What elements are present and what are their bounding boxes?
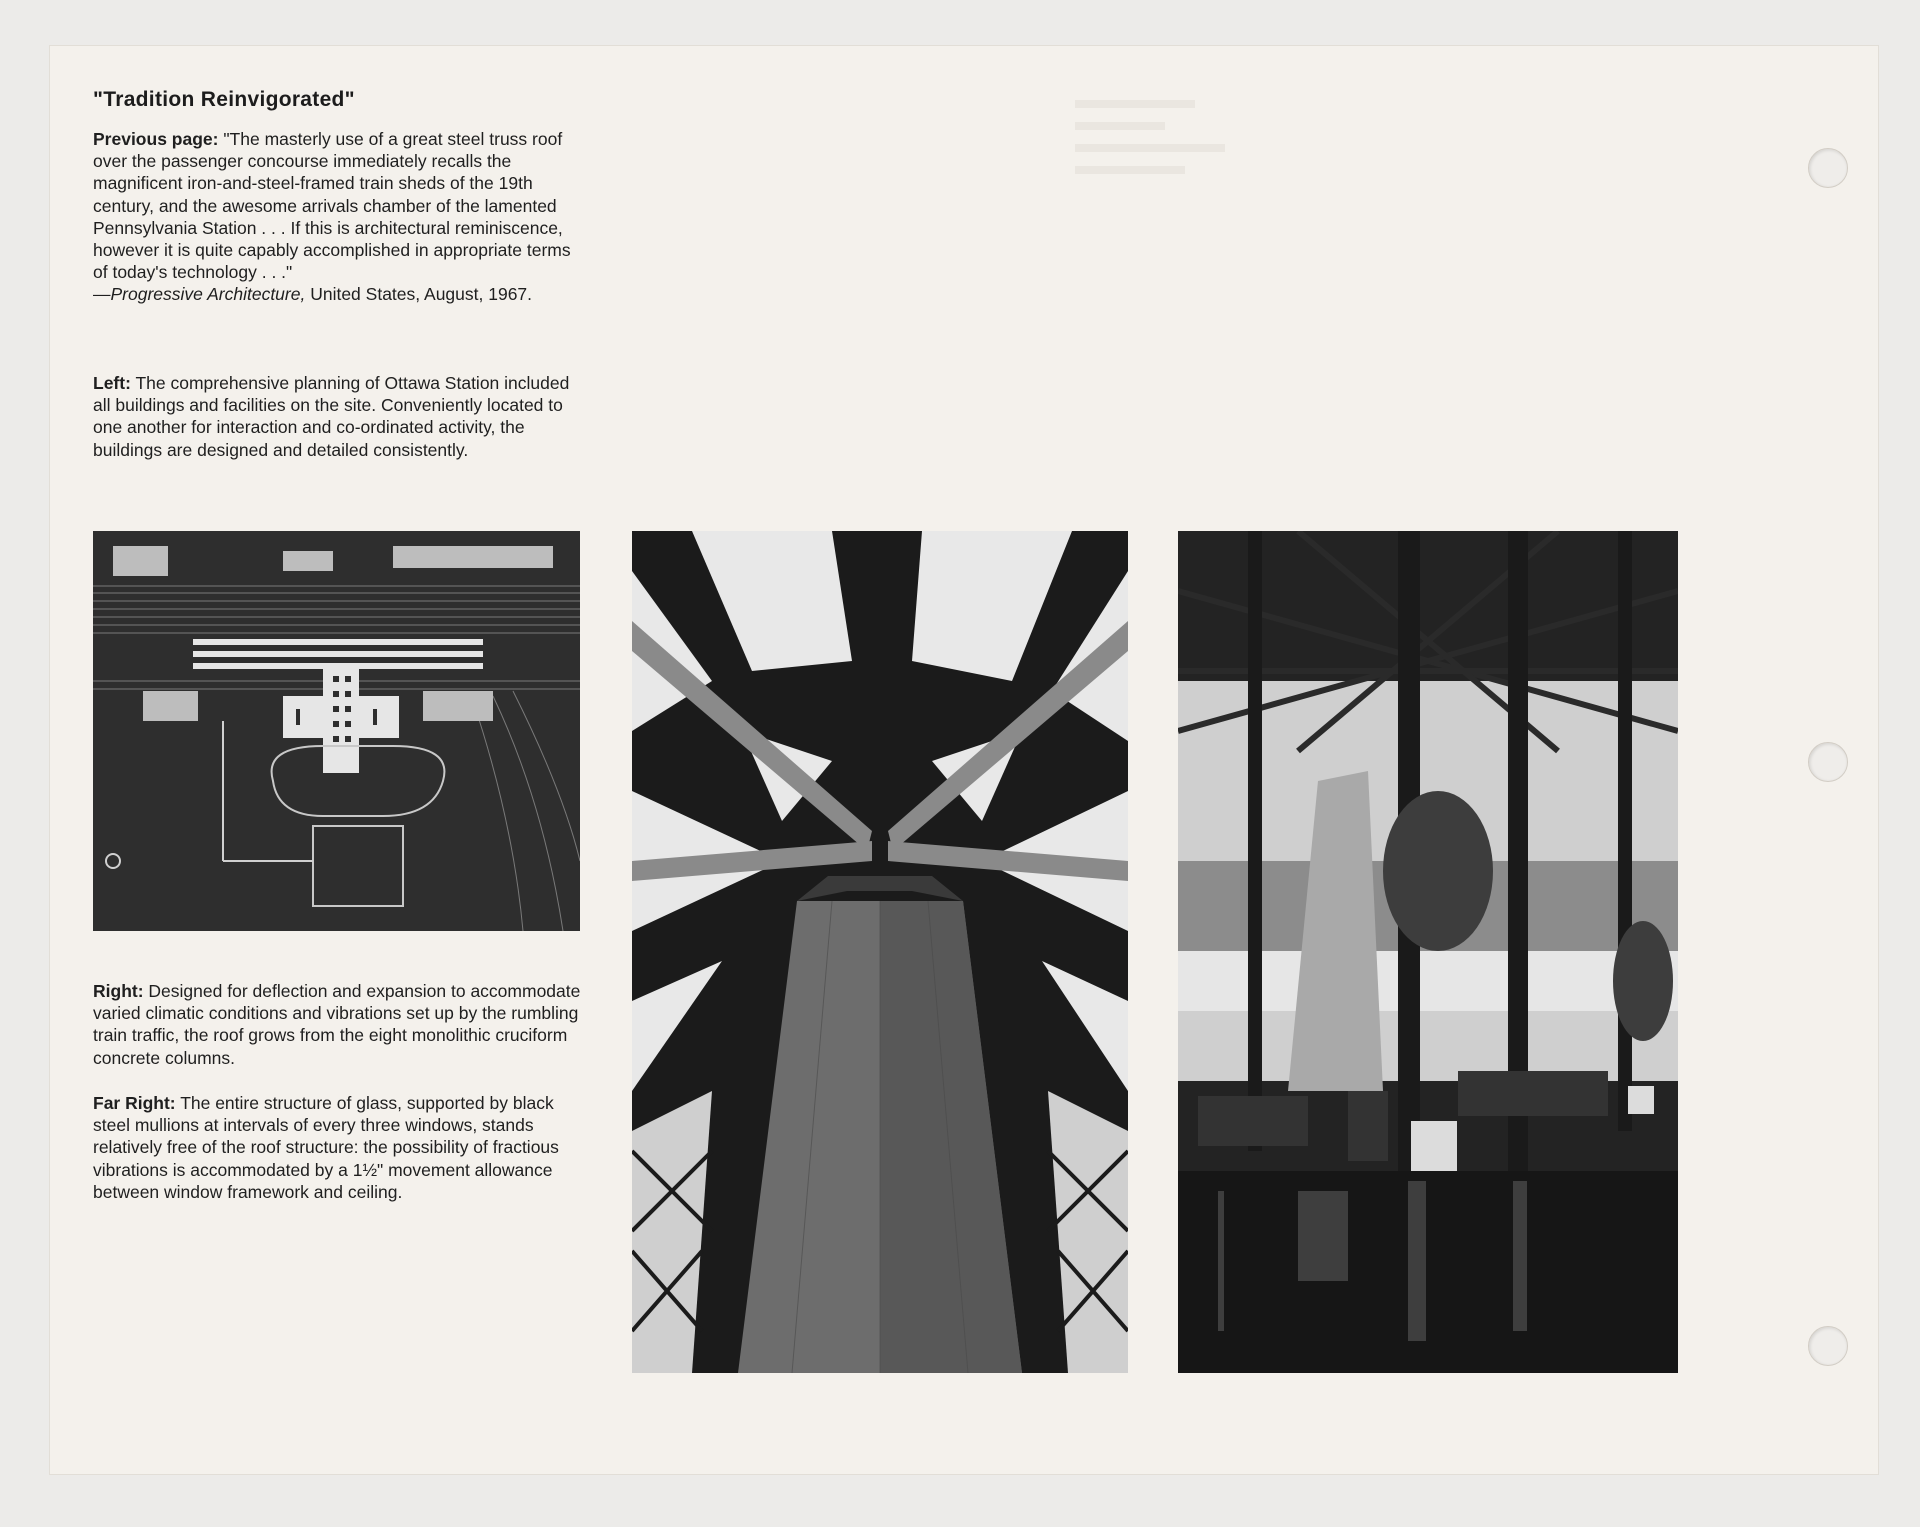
left-label: Left:	[93, 373, 131, 393]
site-plan-image	[93, 531, 580, 931]
previous-page-caption	[93, 128, 588, 306]
concourse-interior-image	[1178, 531, 1678, 1373]
right-text: Designed for deflection and expansion to accommodate varied climatic conditions and vibrations set up by the rumbling train traffic, the roof grows from the eight monolithic cruciform concrete columns.	[93, 981, 581, 1068]
binder-hole-bottom	[1808, 1326, 1848, 1366]
right-caption	[93, 980, 583, 1069]
far-right-text: The entire structure of glass, supported by black steel mullions at intervals of every three windows, stands relatively free of the roof structure: the possibility of fractious vibrations is accommodated by a 1½" movement allowance between window framework and ceiling.	[93, 1093, 559, 1202]
concourse-interior-photo	[1178, 531, 1678, 1373]
page-title: "Tradition Reinvigorated"	[93, 88, 355, 111]
binder-hole-top	[1808, 148, 1848, 188]
roof-column-photo	[632, 531, 1128, 1373]
left-text: The comprehensive planning of Ottawa Station included all buildings and facilities on the site. Conveniently located to one another for interaction and co-ordinated activity, the buildings are designed and detailed consistently.	[93, 373, 570, 460]
binder-hole-middle	[1808, 742, 1848, 782]
previous-page-label: Previous page:	[93, 129, 219, 149]
site-plan-photo	[93, 531, 580, 931]
far-right-label: Far Right:	[93, 1093, 176, 1113]
roof-column-image	[632, 531, 1128, 1373]
right-label: Right:	[93, 981, 144, 1001]
source-prefix: —	[93, 284, 111, 305]
far-right-caption	[93, 1092, 588, 1203]
bleed-through-block-1	[1075, 90, 1305, 490]
source-details: United States, August, 1967.	[305, 284, 533, 305]
previous-page-quote: "The masterly use of a great steel truss roof over the passenger concourse immediately recalls the magnificent iron-and-steel-framed train sheds of the 19th century, and the awesome arrivals chamber of the lamented Pennsylvania Station . . . If this is architectural reminiscence, however it is quite capably accomplished in appropriate terms of today's technology . . ."	[93, 129, 571, 283]
source-publication: Progressive Architecture,	[110, 284, 306, 305]
left-caption	[93, 372, 583, 461]
